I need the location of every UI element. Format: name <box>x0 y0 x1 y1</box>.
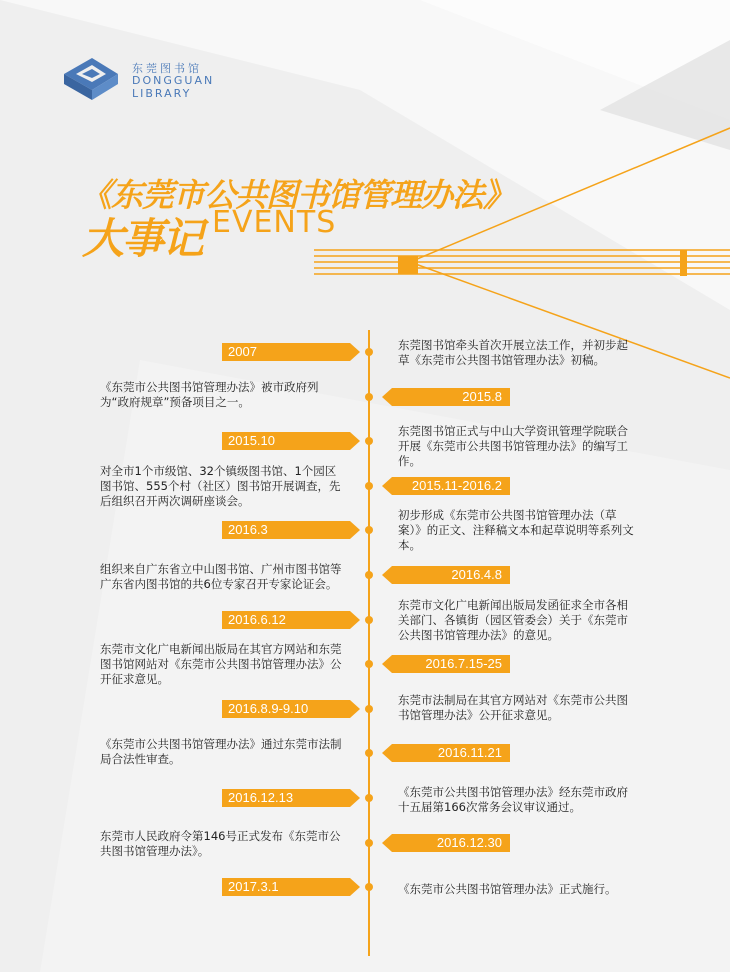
timeline-dot <box>365 839 373 847</box>
event-date: 2015.8 <box>392 388 510 406</box>
event-date: 2016.4.8 <box>392 566 510 584</box>
event-date: 2017.3.1 <box>222 878 350 896</box>
event-arrow-icon <box>350 521 360 539</box>
timeline-dot <box>365 437 373 445</box>
timeline-dot <box>365 749 373 757</box>
event-arrow-icon <box>382 477 392 495</box>
page-subtitle-en: EVENTS <box>212 205 337 240</box>
event-arrow-icon <box>350 343 360 361</box>
timeline-dot <box>365 393 373 401</box>
event-date: 2016.6.12 <box>222 611 350 629</box>
timeline-dot <box>365 348 373 356</box>
timeline-dot <box>365 660 373 668</box>
event-description: 初步形成《东莞市公共图书馆管理办法（草案）》的正文、注释稿文本和起草说明等系列文本。 <box>398 508 634 552</box>
timeline-dot <box>365 883 373 891</box>
event-description: 东莞市文化广电新闻出版局发函征求全市各相关部门、各镇街（园区管委会）关于《东莞市公共图书馆管理办法》的意见。 <box>398 598 628 642</box>
event-date: 2016.7.15-25 <box>392 655 510 673</box>
event-description: 东莞市文化广电新闻出版局在其官方网站和东莞图书馆网站对《东莞市公共图书馆管理办法》公开征求意见。 <box>100 642 342 686</box>
timeline-dot <box>365 616 373 624</box>
timeline-dot <box>365 571 373 579</box>
event-arrow-icon <box>382 655 392 673</box>
event-date: 2007 <box>222 343 350 361</box>
timeline-axis <box>368 330 370 956</box>
event-arrow-icon <box>350 700 360 718</box>
event-description: 组织来自广东省立中山图书馆、广州市图书馆等广东省内图书馆的共6位专家召开专家论证会。 <box>100 562 342 591</box>
event-arrow-icon <box>350 611 360 629</box>
event-description: 对全市1个市级馆、32个镇级图书馆、1个园区图书馆、555个村（社区）图书馆开展调查，先后组织召开两次调研座谈会。 <box>100 464 341 508</box>
event-arrow-icon <box>382 834 392 852</box>
event-arrow-icon <box>382 744 392 762</box>
page-subtitle: 大事记 <box>82 214 203 263</box>
event-description: 东莞图书馆牵头首次开展立法工作，并初步起草《东莞市公共图书馆管理办法》初稿。 <box>398 338 628 367</box>
timeline-dot <box>365 526 373 534</box>
timeline-dot <box>365 705 373 713</box>
event-date: 2015.11-2016.2 <box>392 477 510 495</box>
event-arrow-icon <box>350 878 360 896</box>
library-logo-icon <box>62 56 120 102</box>
event-date: 2015.10 <box>222 432 350 450</box>
logo-name-cn: 东莞图书馆 <box>132 62 202 75</box>
event-description: 《东莞市公共图书馆管理办法》经东莞市政府十五届第166次常务会议审议通过。 <box>398 785 628 814</box>
event-arrow-icon <box>382 388 392 406</box>
event-description: 东莞市法制局在其官方网站对《东莞市公共图书馆管理办法》公开征求意见。 <box>398 693 628 722</box>
event-date: 2016.11.21 <box>392 744 510 762</box>
event-date: 2016.8.9-9.10 <box>222 700 350 718</box>
timeline-dot <box>365 794 373 802</box>
page-title: 《东莞市公共图书馆管理办法》 <box>80 176 515 214</box>
logo-name-en: DONGGUAN LIBRARY <box>132 74 215 100</box>
event-date: 2016.12.13 <box>222 789 350 807</box>
event-date: 2016.3 <box>222 521 350 539</box>
timeline-dot <box>365 482 373 490</box>
event-description: 《东莞市公共图书馆管理办法》通过东莞市法制局合法性审查。 <box>100 737 342 766</box>
event-description: 东莞市人民政府令第146号正式发布《东莞市公共图书馆管理办法》。 <box>100 829 341 858</box>
event-description: 《东莞市公共图书馆管理办法》正式施行。 <box>398 882 617 896</box>
event-description: 东莞图书馆正式与中山大学资讯管理学院联合开展《东莞市公共图书馆管理办法》的编写工作。 <box>398 424 628 468</box>
event-arrow-icon <box>350 789 360 807</box>
event-arrow-icon <box>382 566 392 584</box>
event-arrow-icon <box>350 432 360 450</box>
event-date: 2016.12.30 <box>392 834 510 852</box>
event-description: 《东莞市公共图书馆管理办法》被市政府列为“政府规章”预备项目之一。 <box>100 380 319 409</box>
